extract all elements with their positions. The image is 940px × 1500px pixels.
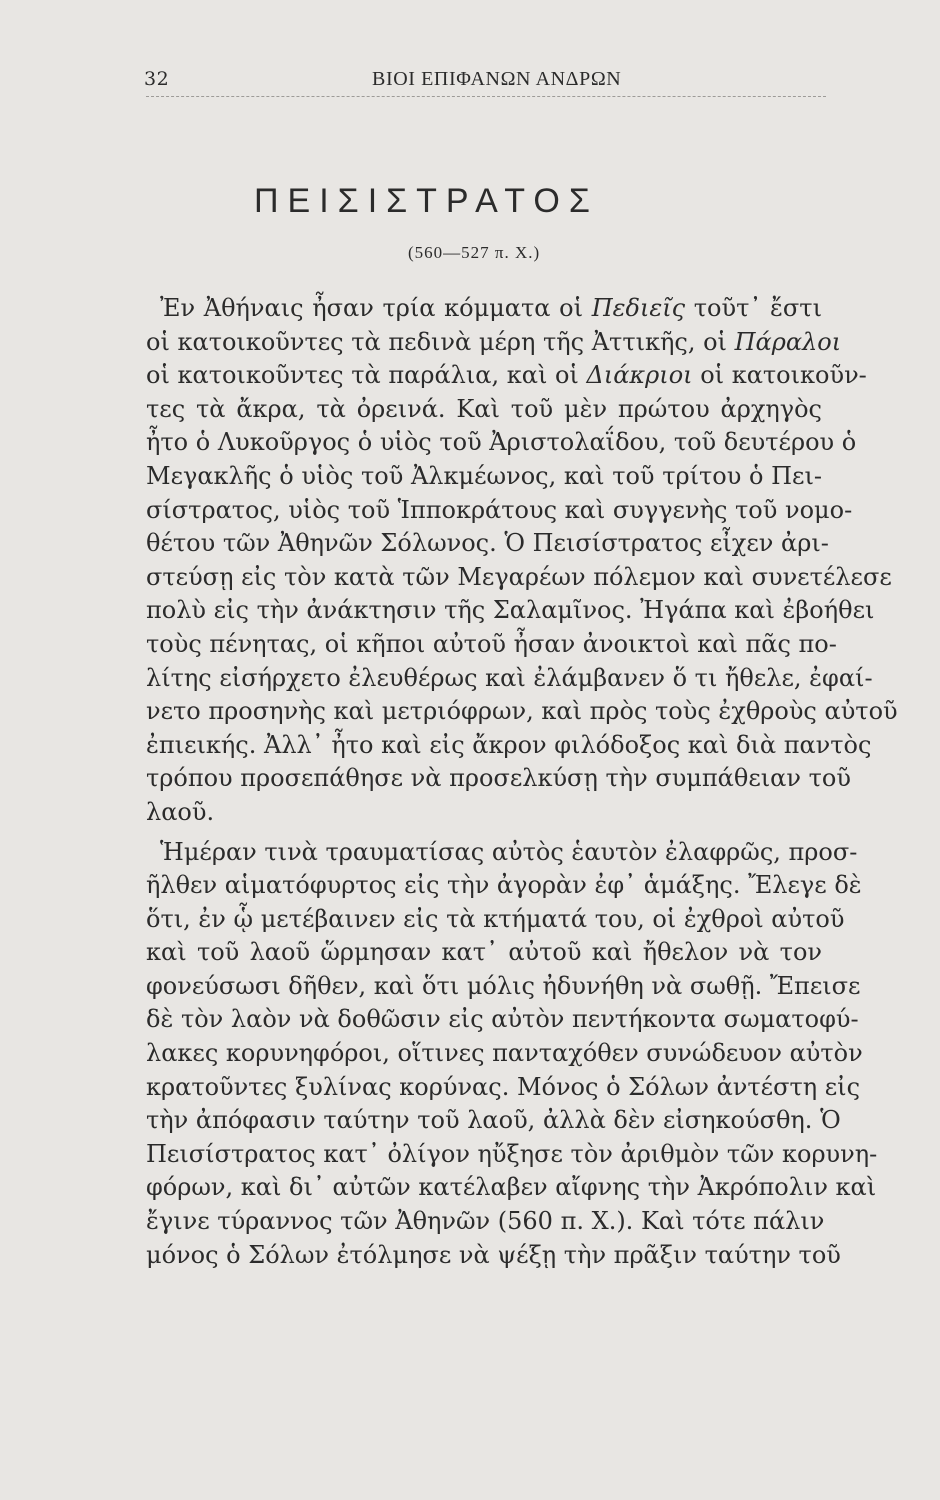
text-line: Ἐν Ἀθήναις ἦσαν τρία κόμματα οἱ Πεδιεῖς τοῦτ᾽ ἔστι xyxy=(160,294,822,322)
text-line: πολὺ εἰς τὴν ἀνάκτησιν τῆς Σαλαμῖνος. Ἠγάπα καὶ ἐβοήθει xyxy=(146,596,875,625)
text-line: τες τὰ ἄκρα, τὰ ὀρεινά. Καὶ τοῦ μὲν πρώτου ἀρχηγὸς xyxy=(146,394,822,423)
header-rule xyxy=(146,96,826,97)
text-line: καὶ τοῦ λαοῦ ὥρμησαν κατ᾽ αὐτοῦ καὶ ἤθελον νὰ τον xyxy=(146,938,822,967)
text-line: νετο προσηνὴς καὶ μετριόφρων, καὶ πρὸς τοὺς ἐχθροὺς αὐτοῦ xyxy=(146,697,898,726)
text-line: τοὺς πένητας, οἱ κῆποι αὐτοῦ ἦσαν ἀνοικτοὶ καὶ πᾶς πο- xyxy=(146,629,837,658)
italic-term: Διάκριοι xyxy=(586,361,693,390)
text-line: οἱ κατοικοῦντες τὰ πεδινὰ μέρη τῆς Ἀττικῆς, οἱ Πάραλοι xyxy=(146,327,842,356)
body-text xyxy=(146,292,898,1272)
text-line: λαοῦ. xyxy=(146,797,215,826)
text-line: ἦτο ὁ Λυκοῦργος ὁ υἱὸς τοῦ Ἀριστολαΐδου, τοῦ δευτέρου ὁ xyxy=(146,428,857,457)
text-line: σίστρατος, υἱὸς τοῦ Ἱπποκράτους καὶ συγγενὴς τοῦ νομο- xyxy=(146,495,853,524)
text-line: φονεύσωσι δῆθεν, καὶ ὅτι μόλις ἠδυνήθη νὰ σωθῇ. Ἔπεισε xyxy=(146,971,861,1000)
running-head: ΒΙΟΙ ΕΠΙΦΑΝΩΝ ΑΝΔΡΩΝ xyxy=(372,68,622,90)
text-line: κρατοῦντες ξυλίνας κορύνας. Μόνος ὁ Σόλων ἀντέστη εἰς xyxy=(146,1072,861,1101)
text-line: ἐπιεικής. Ἀλλ᾽ ἦτο καὶ εἰς ἄκρον φιλόδοξος καὶ διὰ παντὸς xyxy=(146,730,872,759)
text-line: Μεγακλῆς ὁ υἱὸς τοῦ Ἀλκμέωνος, καὶ τοῦ τρίτου ὁ Πει- xyxy=(146,461,822,490)
text-line: λίτης εἰσήρχετο ἐλευθέρως καὶ ἐλάμβανεν ὅ τι ἤθελε, ἐφαί- xyxy=(146,663,873,692)
text-line: στεύσῃ εἰς τὸν κατὰ τῶν Μεγαρέων πόλεμον καὶ συνετέλεσε xyxy=(146,562,892,591)
text-line: φόρων, καὶ δι᾽ αὐτῶν κατέλαβεν αἴφνης τὴν Ἀκρόπολιν καὶ xyxy=(146,1173,877,1202)
text-line: οἱ κατοικοῦντες τὰ παράλια, καὶ οἱ Διάκριοι οἱ κατοικοῦν- xyxy=(146,361,867,390)
chapter-title: ΠΕΙΣΙΣΤΡΑΤΟΣ xyxy=(254,182,599,220)
text-line: ἔγινε τύραννος τῶν Ἀθηνῶν (560 π. Χ.). Καὶ τότε πάλιν xyxy=(146,1207,825,1236)
text-line: δὲ τὸν λαὸν νὰ δοθῶσιν εἰς αὐτὸν πεντήκοντα σωματοφύ- xyxy=(146,1005,859,1034)
text-line: θέτου τῶν Ἀθηνῶν Σόλωνος. Ὁ Πεισίστρατος εἶχεν ἀρι- xyxy=(146,529,829,558)
page-header xyxy=(144,64,804,104)
chapter-dates: (560—527 π. Χ.) xyxy=(408,243,541,262)
text-line: τρόπου προσεπάθησε νὰ προσελκύσῃ τὴν συμπάθειαν τοῦ xyxy=(146,764,851,793)
italic-term: Πάραλοι xyxy=(734,327,842,356)
text-line: λακες κορυνηφόροι, οἵτινες πανταχόθεν συνώδευον αὐτὸν xyxy=(146,1039,863,1068)
text-line: μόνος ὁ Σόλων ἐτόλμησε νὰ ψέξῃ τὴν πρᾶξιν ταύτην τοῦ xyxy=(146,1240,841,1269)
page-number: 32 xyxy=(144,68,170,90)
italic-term: Πεδιεῖς xyxy=(591,294,686,322)
text-line: ῆλθεν αἱματόφυρτος εἰς τὴν ἀγορὰν ἐφ᾽ ἁμάξης. Ἔλεγε δὲ xyxy=(146,871,862,900)
text-line: τὴν ἀπόφασιν ταύτην τοῦ λαοῦ, ἀλλὰ δὲν εἰσηκούσθη. Ὁ xyxy=(146,1106,841,1135)
text-line: Ἡμέραν τινὰ τραυματίσας αὐτὸς ἑαυτὸν ἐλαφρῶς, προσ- xyxy=(160,837,858,866)
text-line: Πεισίστρατος κατ᾽ ὀλίγον ηὔξησε τὸν ἀριθμὸν τῶν κορυνη- xyxy=(146,1139,878,1168)
text-line: ὅτι, ἐν ᾧ μετέβαινεν εἰς τὰ κτήματά του, οἱ ἐχθροὶ αὐτοῦ xyxy=(146,904,845,933)
